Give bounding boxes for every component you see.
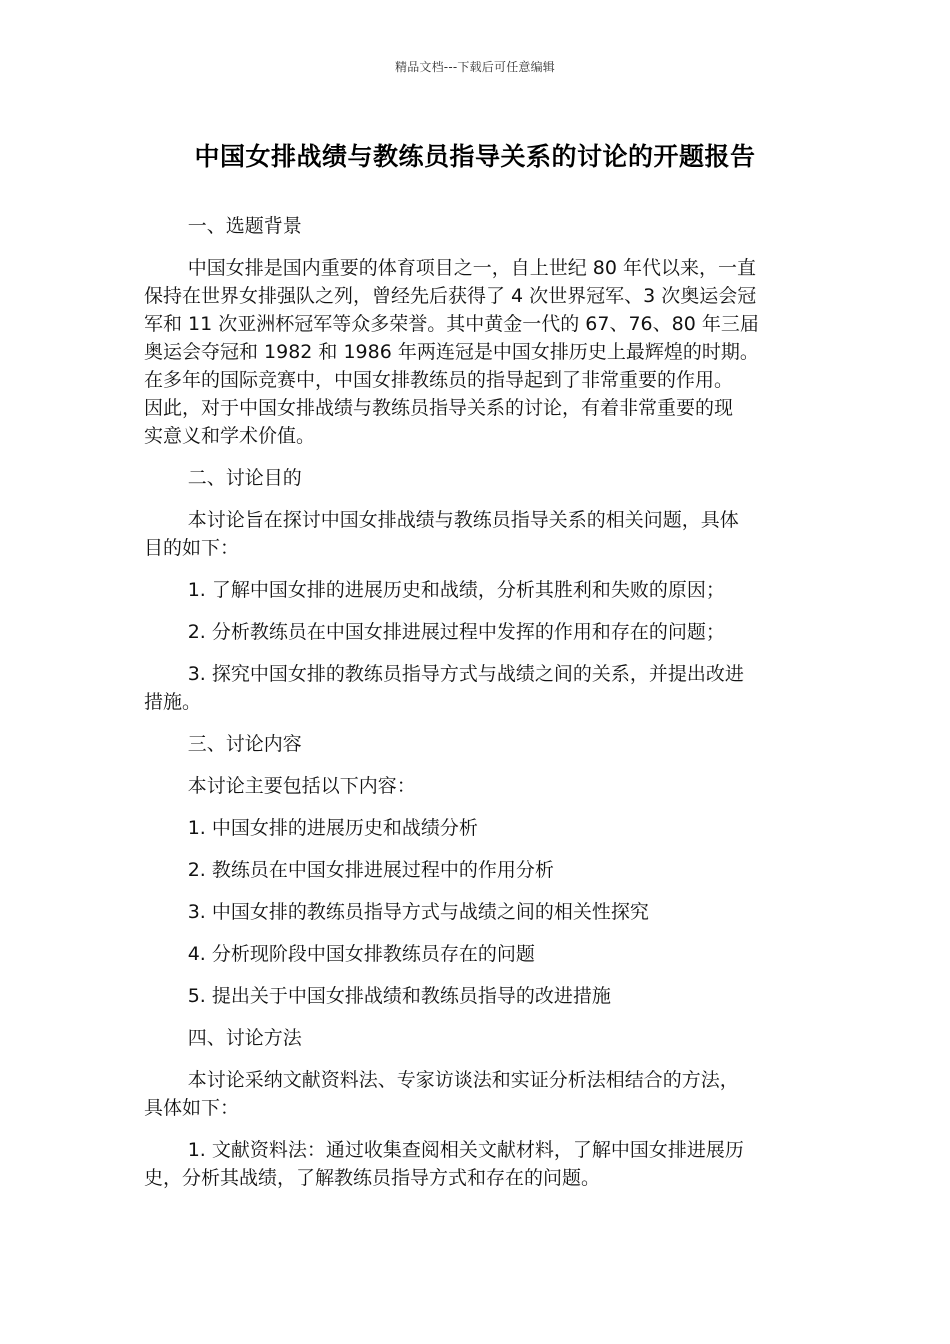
purpose-item-3: 3. 探究中国女排的教练员指导方式与战绩之间的关系，并提出改进 措施。 bbox=[144, 663, 744, 713]
section-heading-background: 一、选题背景 bbox=[187, 215, 302, 237]
method-item-1: 1. 文献资料法：通过收集查阅相关文献材料，了解中国女排进展历 史，分析其战绩，了解教练员指导方式和存在的问题。 bbox=[144, 1139, 744, 1189]
method-intro: 本讨论采纳文献资料法、专家访谈法和实证分析法相结合的方法， 具体如下： bbox=[144, 1069, 739, 1119]
content-item-1: 1. 中国女排的进展历史和战绩分析 bbox=[187, 817, 478, 839]
content-item-3: 3. 中国女排的教练员指导方式与战绩之间的相关性探究 bbox=[187, 901, 649, 923]
content-intro: 本讨论主要包括以下内容： bbox=[187, 775, 416, 797]
purpose-item-2: 2. 分析教练员在中国女排进展过程中发挥的作用和存在的问题； bbox=[187, 621, 725, 643]
content-item-4: 4. 分析现阶段中国女排教练员存在的问题 bbox=[187, 943, 535, 965]
document-title: 中国女排战绩与教练员指导关系的讨论的开题报告 bbox=[194, 142, 756, 171]
background-paragraph: 中国女排是国内重要的体育项目之一，自上世纪 80 年代以来，一直 保持在世界女排强队之列，曾经先后获得了 4 次世界冠军、3 次奥运会冠 军和 11 次亚洲杯冠军等众多荣誉。其中黄金一代的 67、76、80 年三届 奥运会夺冠和 1982 和 1986 年两连冠是中国女排历史上最辉煌的时期。 在多年的国际竞赛中，中国女排教练员的指导起到了非常重要的作用。 因此，对于中国女排战绩与教练员指导关系的讨论，有着非常重要的现 实意义和学术价值。 bbox=[144, 257, 759, 447]
section-heading-purpose: 二、讨论目的 bbox=[187, 467, 302, 489]
content-item-5: 5. 提出关于中国女排战绩和教练员指导的改进措施 bbox=[187, 985, 611, 1007]
header-note: 精品文档---下载后可任意编辑 bbox=[395, 60, 555, 74]
section-heading-method: 四、讨论方法 bbox=[187, 1027, 302, 1049]
section-heading-content: 三、讨论内容 bbox=[187, 733, 302, 755]
content-item-2: 2. 教练员在中国女排进展过程中的作用分析 bbox=[187, 859, 554, 881]
document-body bbox=[144, 212, 806, 1206]
purpose-intro: 本讨论旨在探讨中国女排战绩与教练员指导关系的相关问题，具体 目的如下： bbox=[144, 509, 739, 559]
purpose-item-1: 1. 了解中国女排的进展历史和战绩，分析其胜利和失败的原因； bbox=[187, 579, 725, 601]
